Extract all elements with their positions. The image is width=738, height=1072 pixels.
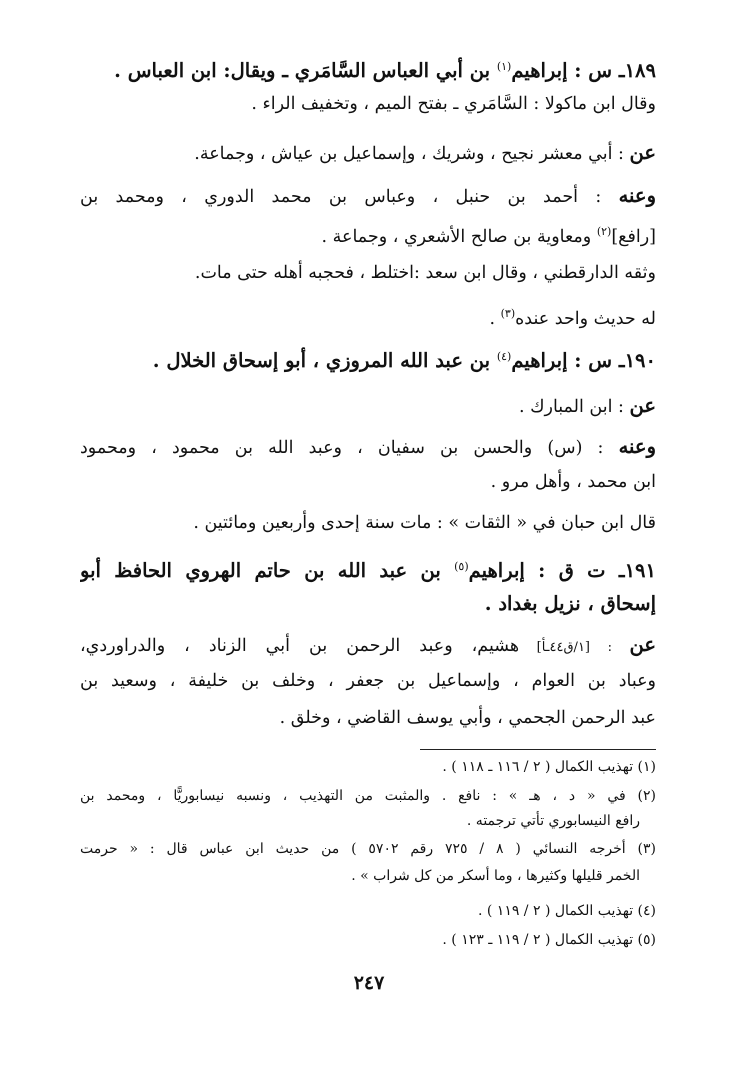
- footnote-3-line-1: (٣) أخرجه النسائي ( ٨ / ٧٢٥ رقم ٥٧٠٢ ) من حديث ابن عباس قال : « حرمت: [80, 841, 656, 857]
- entry-190-anhu-line: [80, 432, 656, 463]
- footnote-separator: [420, 749, 656, 750]
- entry-189-line-5-rest: ومعاوية بن صالح الأشعري ، وجماعة .: [321, 227, 597, 247]
- entry-190-anhu-text: : (س) والحسن بن سفيان ، وعبد الله بن محمود ، ومحمود: [80, 438, 619, 458]
- manuscript-folio-marker: : [١/ق٤٤ـأ]: [519, 640, 630, 655]
- footnote-ref-3: (٣): [500, 307, 516, 320]
- entry-189-heading: [80, 52, 656, 86]
- entry-189-line-7-end: .: [489, 309, 501, 329]
- entry-190-an-text: : ابن المبارك .: [518, 397, 630, 417]
- anhu-label: وعنه: [618, 184, 656, 207]
- entry-189-anhu-text: : أحمد بن حنبل ، وعباس بن محمد الدوري ، ومحمد بن: [80, 187, 619, 207]
- entry-191-an-line: [80, 630, 656, 663]
- entry-189-line-7-text: له حديث واحد عنده: [515, 309, 656, 329]
- entry-190-line-4: ابن محمد ، وأهل مرو .: [490, 472, 656, 492]
- footnote-5: (٥) تهذيب الكمال ( ٢ / ١١٩ ـ ١٢٣ ) .: [442, 932, 656, 948]
- entry-189-an-line: [80, 138, 656, 169]
- entry-190-title-rest: بن عبد الله المروزي ، أبو إسحاق الخلال .: [152, 349, 497, 372]
- an-label: عن: [629, 633, 656, 656]
- entry-191-an-text: هشيم، وعبد الرحمن بن أبي الزناد ، والدراوردي،: [80, 636, 520, 656]
- entry-191-title: ١٩١ـ ت ق : إبراهيم: [468, 559, 656, 582]
- entry-191-heading-2: إسحاق ، نزيل بغداد .: [484, 592, 656, 615]
- an-label: عن: [629, 394, 656, 417]
- entry-190-line-5: قال ابن حبان في « الثقات » : مات سنة إحدى وأربعين ومائتين .: [193, 513, 656, 533]
- footnote-4: (٤) تهذيب الكمال ( ٢ / ١١٩ ) .: [477, 903, 656, 919]
- entry-190-title: ١٩٠ـ س : إبراهيم: [511, 349, 656, 372]
- entry-189-title: ١٨٩ـ س : إبراهيم: [511, 59, 656, 82]
- footnote-ref-2: (٢): [596, 225, 612, 238]
- page-number: ٢٤٧: [353, 972, 385, 994]
- entry-190-an-line: [80, 391, 656, 422]
- an-label: عن: [629, 141, 656, 164]
- entry-191-title-rest: بن عبد الله بن حاتم الهروي الحافظ أبو: [80, 559, 455, 582]
- entry-189-line-2: وقال ابن ماكولا : السَّامَري ـ بفتح الميم ، وتخفيف الراء .: [251, 94, 656, 114]
- footnote-ref-5: (٥): [454, 560, 469, 573]
- footnote-ref-1: (١): [496, 60, 512, 73]
- entry-191-heading: [80, 552, 656, 586]
- footnote-ref-4: (٤): [496, 350, 512, 363]
- footnote-2-line-1: (٢) في « د ، هـ » : نافع . والمثبت من التهذيب ، ونسبه نيسابوريًّا ، ومحمد بن: [80, 788, 656, 804]
- entry-189-line-5: [80, 217, 656, 252]
- entry-191-line-4: عبد الرحمن الجحمي ، وأبي يوسف القاضي ، وخلق .: [279, 708, 656, 728]
- entry-189-line-6: وثقه الدارقطني ، وقال ابن سعد :اختلط ، فحجبه أهله حتى مات.: [194, 263, 656, 283]
- anhu-label: وعنه: [618, 435, 656, 458]
- entry-189-an-text: : أبي معشر نجيح ، وشريك ، وإسماعيل بن عياش ، وجماعة.: [194, 144, 630, 164]
- entry-189-line-7: [80, 299, 656, 334]
- bracket-correction: [رافع]: [611, 227, 656, 247]
- entry-191-line-3: وعباد بن العوام ، وإسماعيل بن جعفر ، وخلف بن خليفة ، وسعيد بن: [80, 671, 656, 691]
- entry-189-anhu-line: [80, 181, 656, 212]
- entry-189-title-rest: بن أبي العباس السَّامَري ـ ويقال: ابن العباس .: [114, 59, 497, 82]
- entry-190-heading: [80, 342, 656, 376]
- footnote-2-line-2: رافع النيسابوري تأتي ترجمته .: [466, 813, 640, 829]
- footnote-1: (١) تهذيب الكمال ( ٢ / ١١٦ ـ ١١٨ ) .: [442, 759, 656, 775]
- footnote-3-line-2: الخمر قليلها وكثيرها ، وما أسكر من كل شراب » .: [351, 868, 640, 884]
